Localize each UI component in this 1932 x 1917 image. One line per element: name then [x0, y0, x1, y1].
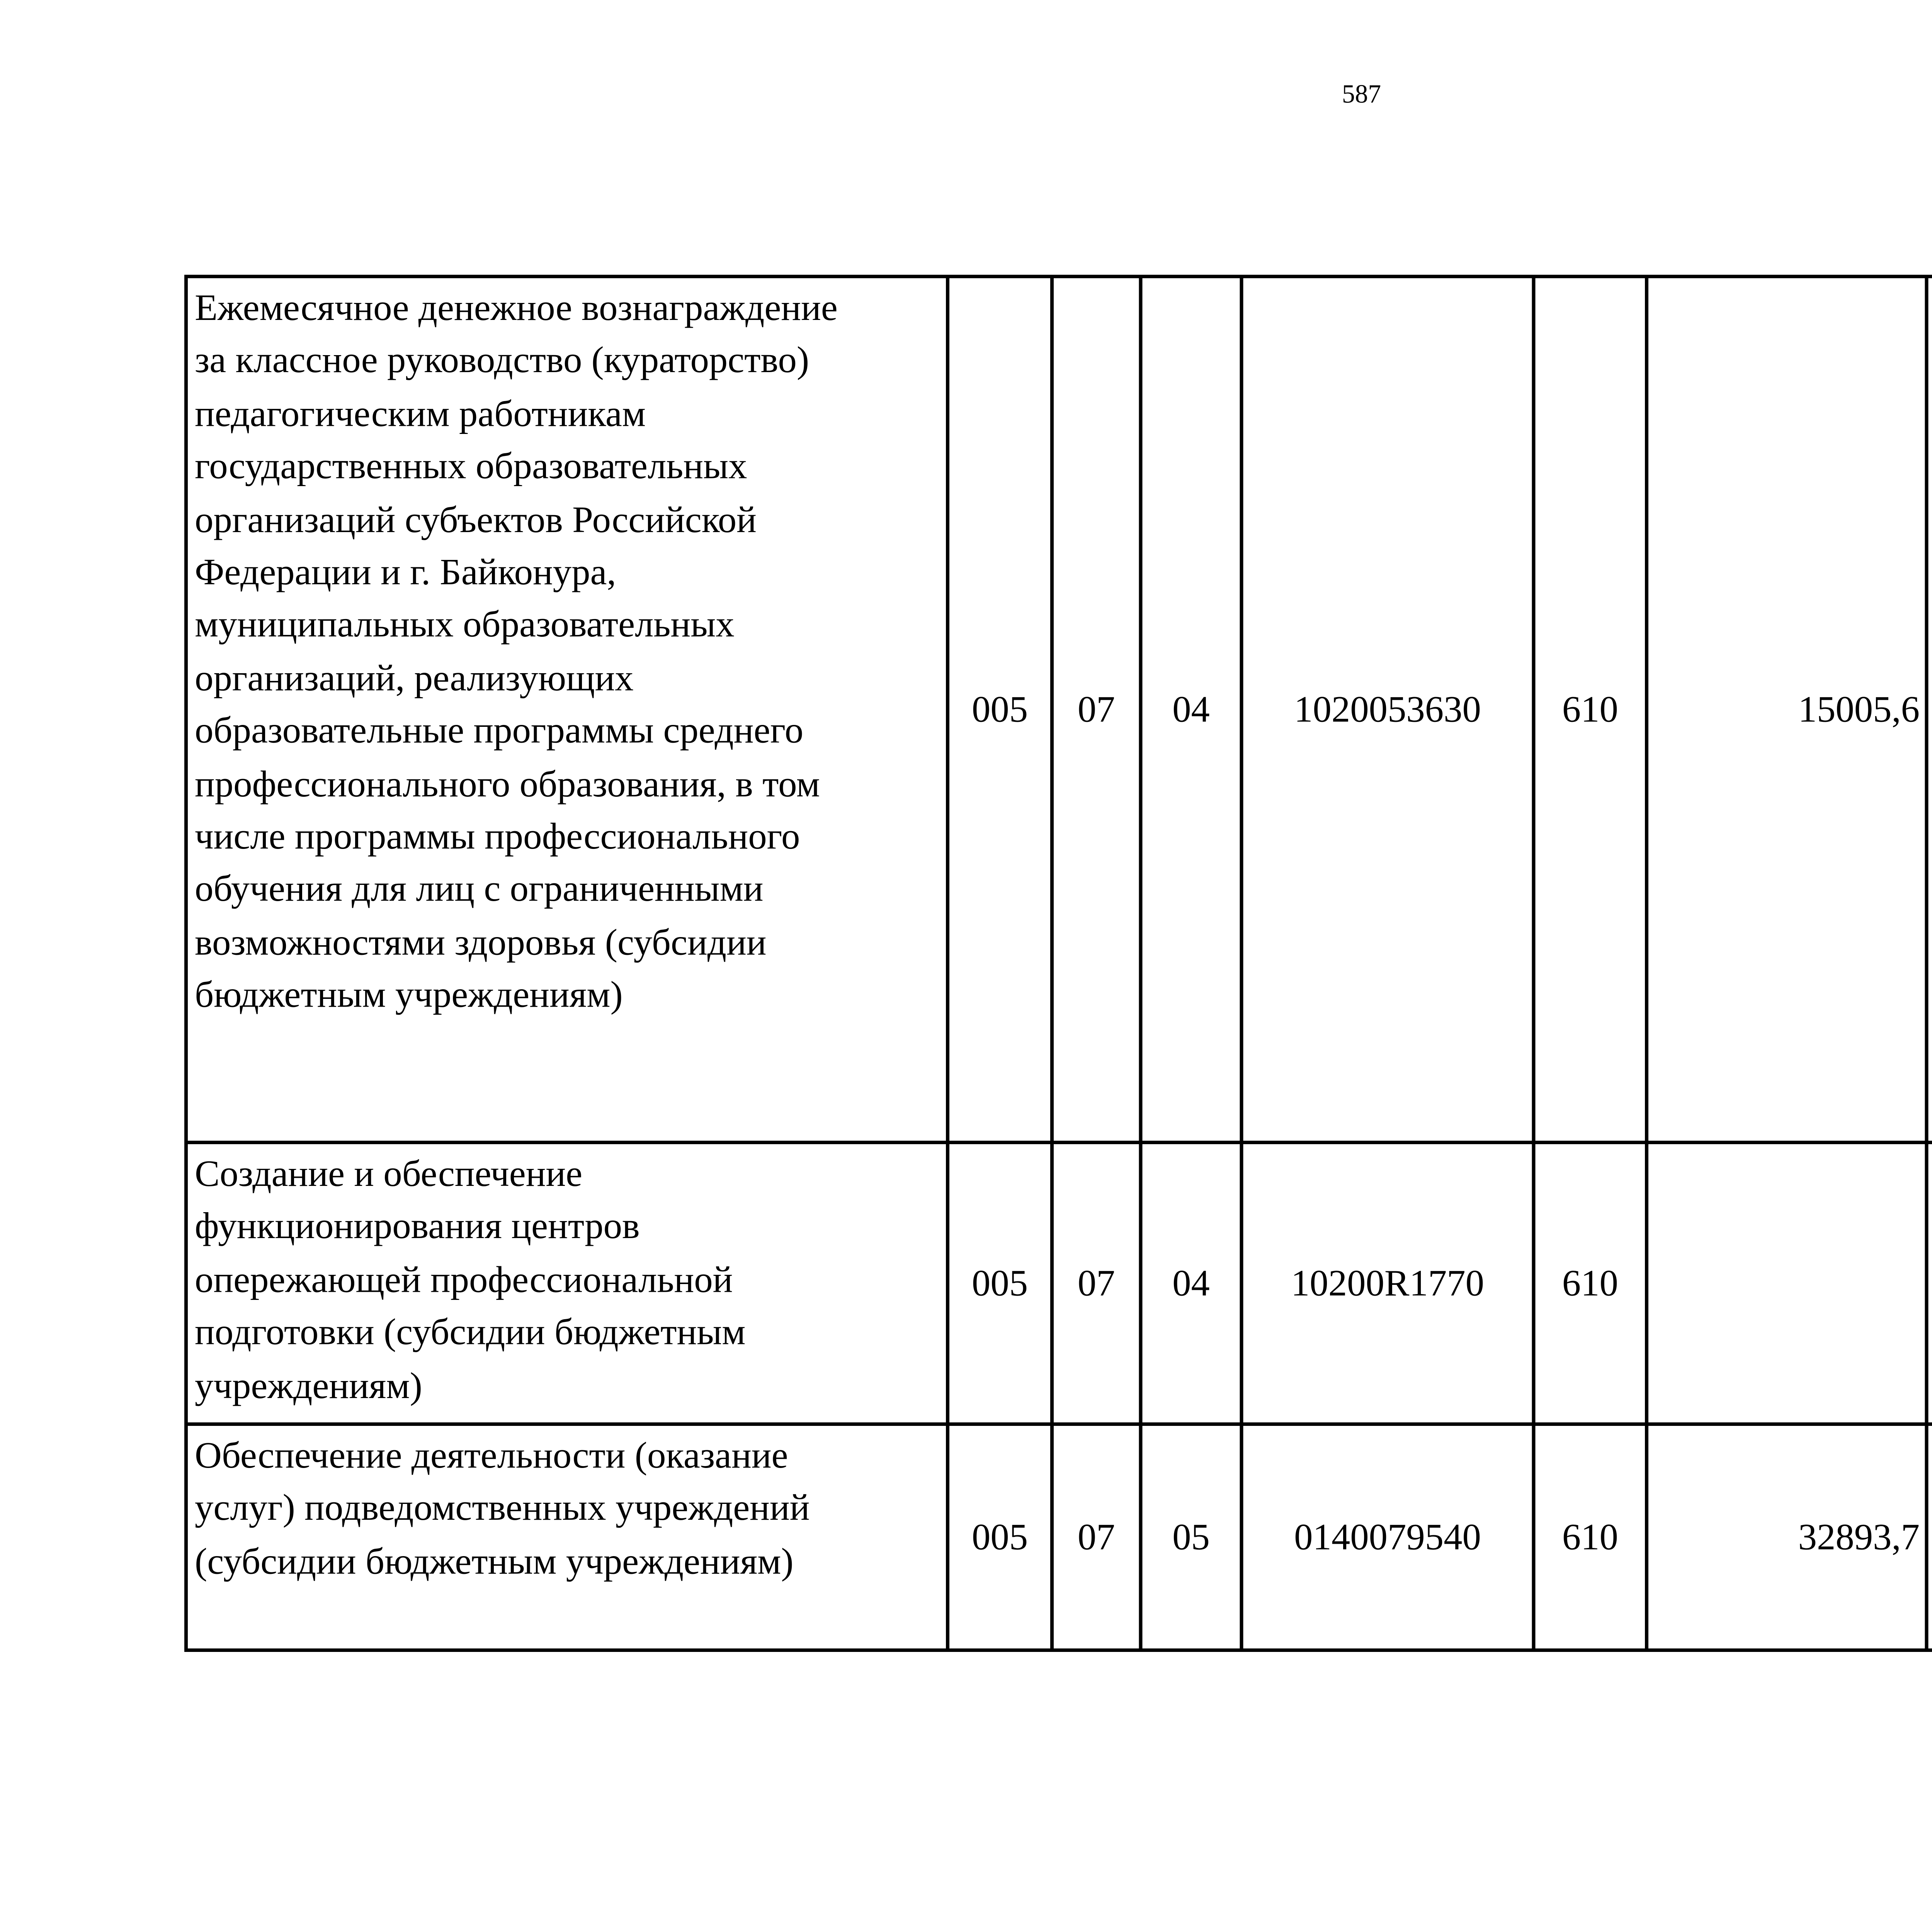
amount-1-cell: 15005,6: [1647, 277, 1927, 1143]
ministry-code-cell: 005: [948, 1143, 1052, 1424]
description-line: функционирования центров: [195, 1206, 640, 1248]
description-line: за классное руководство (кураторство): [195, 340, 810, 382]
target-item-cell: 10200R1770: [1242, 1143, 1534, 1424]
subsection-code-cell: 04: [1141, 1143, 1242, 1424]
description-cell: [186, 1143, 948, 1424]
target-item-cell: 0140079540: [1242, 1424, 1534, 1650]
description-line: (субсидии бюджетным учреждениям): [195, 1540, 794, 1582]
description-line: бюджетным учреждениям): [195, 974, 623, 1016]
description-line: Создание и обеспечение: [195, 1153, 583, 1195]
amount-2-cell: [1927, 277, 1932, 1143]
ministry-code-cell: 005: [948, 1424, 1052, 1650]
description-line: педагогическим работникам: [195, 393, 646, 435]
description-line: Обеспечение деятельности (оказание: [195, 1434, 788, 1476]
description-line: профессионального образования, в том: [195, 762, 820, 805]
table-row: [186, 277, 1932, 1143]
description-cell: [186, 1424, 948, 1650]
expense-type-cell: 610: [1534, 1143, 1647, 1424]
page-number: 587: [1342, 82, 1381, 110]
description-line: образовательные программы среднего: [195, 710, 804, 752]
subsection-code-cell: 04: [1141, 277, 1242, 1143]
budget-table: [184, 275, 1932, 1652]
table-row: [186, 1143, 1932, 1424]
description-line: учреждениям): [195, 1364, 422, 1406]
description-line: Федерации и г. Байконура,: [195, 551, 616, 593]
description-line: обучения для лиц с ограниченными: [195, 868, 764, 910]
target-item-cell: 1020053630: [1242, 277, 1534, 1143]
description-line: муниципальных образовательных: [195, 604, 735, 646]
description-line: числе программы профессионального: [195, 815, 800, 857]
description-line: возможностями здоровья (субсидии: [195, 921, 767, 963]
description-line: Ежемесячное денежное вознаграждение: [195, 287, 838, 329]
description-line: услуг) подведомственных учреждений: [195, 1487, 810, 1529]
section-code-cell: 07: [1052, 277, 1141, 1143]
ministry-code-cell: 005: [948, 277, 1052, 1143]
expense-type-cell: 610: [1534, 277, 1647, 1143]
subsection-code-cell: 05: [1141, 1424, 1242, 1650]
description-line: подготовки (субсидии бюджетным: [195, 1311, 746, 1353]
amount-2-cell: [1927, 1424, 1932, 1650]
description-line: государственных образовательных: [195, 445, 747, 487]
section-code-cell: 07: [1052, 1424, 1141, 1650]
description-cell: [186, 277, 948, 1143]
amount-1-cell: [1647, 1143, 1927, 1424]
description-line: опережающей профессиональной: [195, 1259, 733, 1301]
description-line: организаций, реализующих: [195, 657, 634, 699]
table-row: [186, 1424, 1932, 1650]
section-code-cell: 07: [1052, 1143, 1141, 1424]
description-line: организаций субъектов Российской: [195, 498, 757, 540]
amount-2-cell: [1927, 1143, 1932, 1424]
amount-1-cell: 32893,7: [1647, 1424, 1927, 1650]
expense-type-cell: 610: [1534, 1424, 1647, 1650]
